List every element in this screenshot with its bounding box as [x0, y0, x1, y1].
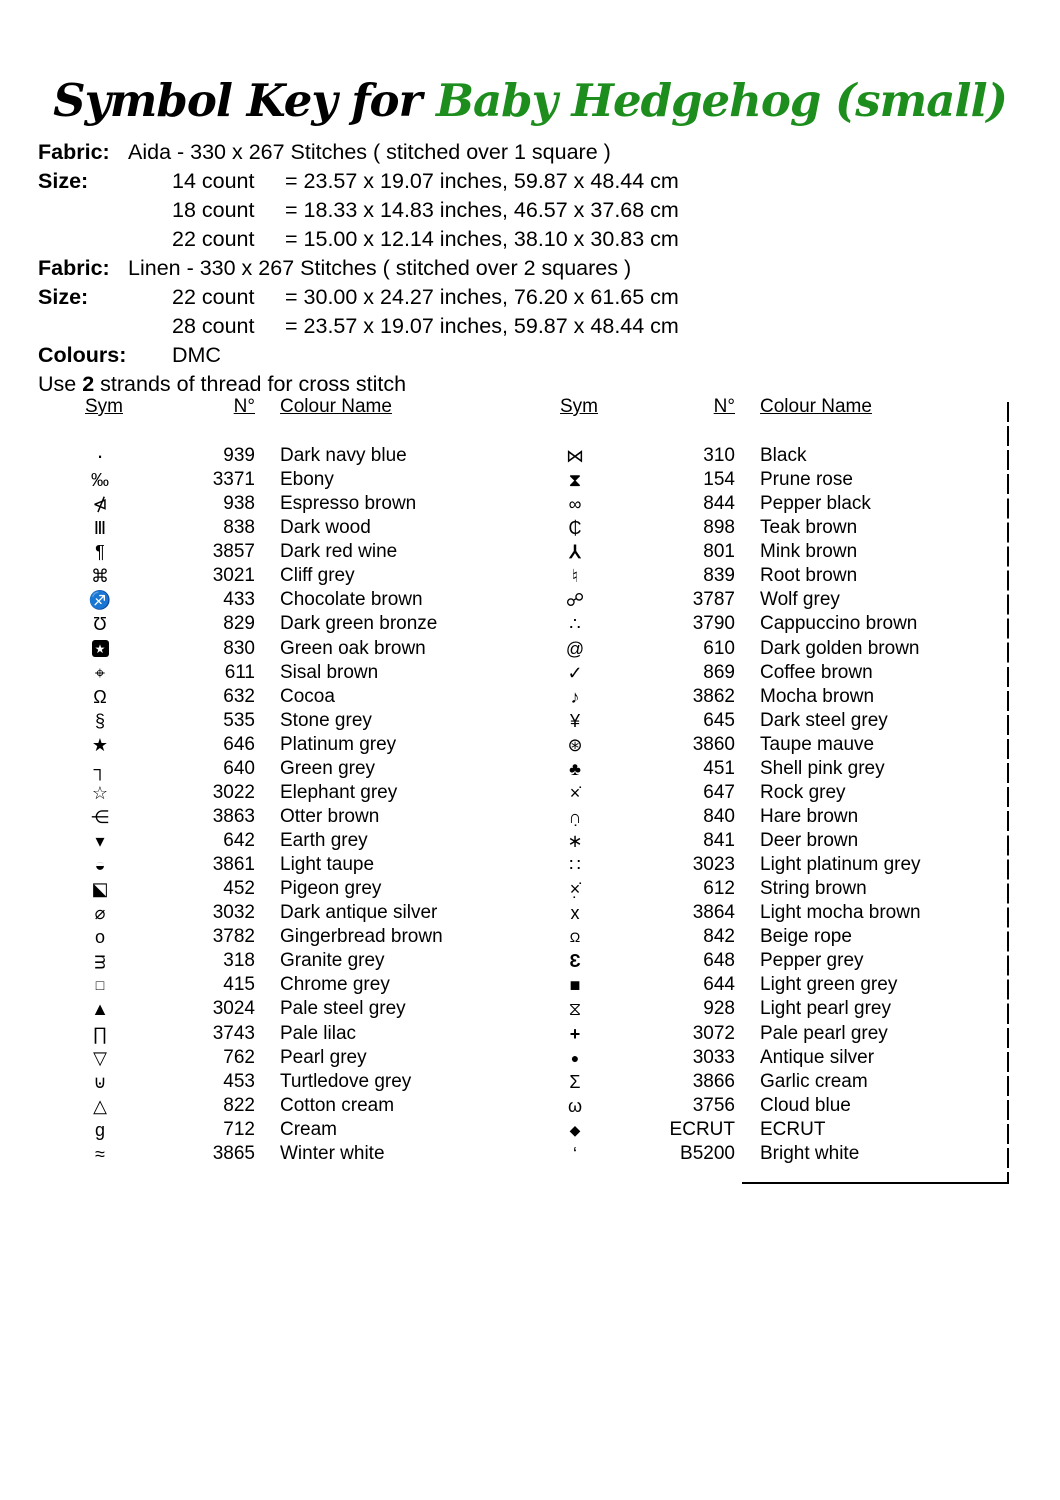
- symbol-cell: ≈: [95, 1143, 105, 1164]
- info-count: 22 count: [172, 285, 255, 309]
- info-label: Fabric:: [38, 140, 110, 164]
- strands-note-count: 2: [82, 372, 95, 396]
- colour-name-cell: Root brown: [760, 565, 858, 587]
- info-text: = 30.00 x 24.27 inches, 76.20 x 61.65 cm: [285, 285, 679, 309]
- info-text: = 23.57 x 19.07 inches, 59.87 x 48.44 cm: [285, 169, 679, 193]
- number-cell: 647: [703, 781, 735, 803]
- table-row: [60, 997, 510, 1021]
- number-cell: 642: [223, 830, 255, 852]
- symbol-cell: ⌘: [91, 566, 109, 587]
- number-cell: 3032: [212, 902, 255, 924]
- fabric-info-block: [38, 138, 679, 370]
- number-cell: 453: [223, 1070, 255, 1092]
- table-row: [550, 588, 1007, 612]
- number-cell: 611: [224, 661, 255, 683]
- number-cell: 938: [223, 493, 255, 515]
- number-cell: 3866: [692, 1070, 735, 1092]
- table-row: [60, 973, 510, 997]
- number-cell: 3862: [692, 685, 735, 707]
- table-row: [550, 1022, 1007, 1046]
- symbol-cell: ⧗: [568, 470, 582, 491]
- info-text: Linen - 330 x 267 Stitches ( stitched over 2 squares ): [128, 256, 632, 280]
- symbol-cell: o: [94, 927, 105, 948]
- symbol-cell: ⌀: [94, 903, 106, 924]
- number-cell: 3756: [692, 1094, 735, 1116]
- colour-name-cell: Teak brown: [760, 517, 858, 539]
- colour-name-cell: Rock grey: [760, 781, 846, 803]
- info-row: [38, 138, 679, 167]
- table-row: [60, 709, 510, 733]
- colour-name-cell: Espresso brown: [280, 493, 417, 515]
- colour-name-cell: Chrome grey: [280, 974, 390, 996]
- info-count: 14 count: [172, 169, 255, 193]
- colour-name-cell: Ebony: [280, 469, 334, 491]
- symbol-cell: ▾: [95, 831, 105, 852]
- symbol-cell: ‰: [91, 470, 109, 491]
- symbol-cell: ◆: [569, 1121, 581, 1138]
- symbol-cell: Ω: [93, 686, 107, 707]
- symbol-cell: ‘: [573, 1143, 577, 1164]
- colour-name-cell: Pale steel grey: [280, 998, 406, 1020]
- colour-name-cell: Granite grey: [280, 950, 385, 972]
- symbol-cell: ☍: [565, 590, 585, 611]
- table-row: [60, 540, 510, 564]
- colour-name-cell: Mocha brown: [760, 685, 875, 707]
- table-row: [60, 877, 510, 901]
- symbol-cell: ₵: [568, 518, 582, 539]
- number-cell: 154: [703, 469, 735, 491]
- strands-note-post: strands of thread for cross stitch: [94, 372, 407, 396]
- number-cell: 451: [703, 757, 735, 779]
- colour-name-cell: Dark red wine: [280, 541, 398, 563]
- table-row: [550, 685, 1007, 709]
- table-row: [550, 901, 1007, 925]
- table-row: [60, 492, 510, 516]
- symbol-cell: ┐: [93, 758, 107, 779]
- number-cell: 3743: [212, 1022, 255, 1044]
- table-row: [550, 661, 1007, 685]
- number-cell: 415: [223, 974, 255, 996]
- number-cell: 3787: [692, 589, 735, 611]
- symbol-cell: Ⅲ: [93, 518, 107, 539]
- table-row: [550, 1046, 1007, 1070]
- info-count: 22 count: [172, 227, 255, 251]
- info-row: [38, 312, 679, 341]
- table-row: [550, 516, 1007, 540]
- table-row: [550, 997, 1007, 1021]
- colour-name-cell: Otter brown: [280, 805, 380, 827]
- table-right-border-line: [1007, 402, 1009, 1182]
- symbol-cell: ¥: [569, 710, 580, 731]
- table-row: [60, 949, 510, 973]
- colour-name-cell: Light platinum grey: [760, 854, 921, 876]
- table-row: [550, 757, 1007, 781]
- number-cell: 928: [703, 998, 735, 1020]
- symbol-cell: ∏: [92, 1023, 108, 1044]
- number-cell: 310: [703, 445, 735, 467]
- number-cell: 3865: [212, 1142, 255, 1164]
- info-text: = 15.00 x 12.14 inches, 38.10 x 30.83 cm: [285, 227, 679, 251]
- table-row: [60, 564, 510, 588]
- colour-name-cell: Pigeon grey: [280, 878, 382, 900]
- symbol-cell: ♐: [88, 590, 112, 611]
- symbol-cell: △: [93, 1095, 107, 1116]
- colour-name-cell: Coffee brown: [760, 661, 873, 683]
- symbol-cell: ⋲: [91, 806, 109, 827]
- info-row: [38, 254, 679, 283]
- number-cell: B5200: [680, 1142, 735, 1164]
- colour-name-cell: Deer brown: [760, 830, 859, 852]
- table-row: [60, 1094, 510, 1118]
- header-colour-name: Colour Name: [760, 396, 872, 417]
- table-row: [60, 853, 510, 877]
- number-cell: 869: [703, 661, 735, 683]
- colour-name-cell: Pearl grey: [280, 1046, 367, 1068]
- page-title-prefix: Symbol Key for: [53, 74, 422, 127]
- symbol-cell: @: [565, 638, 585, 659]
- colour-name-cell: Taupe mauve: [760, 733, 875, 755]
- symbol-cell: ⅄: [569, 542, 581, 563]
- colour-name-cell: Stone grey: [280, 709, 372, 731]
- symbol-cell: ■: [569, 975, 581, 996]
- header-sym: Sym: [85, 396, 123, 417]
- colour-name-cell: Dark wood: [280, 517, 371, 539]
- number-cell: 762: [223, 1046, 255, 1068]
- symbol-cell: ◒: [94, 855, 106, 876]
- table-row: [550, 973, 1007, 997]
- number-cell: 648: [703, 950, 735, 972]
- colour-name-cell: Cloud blue: [760, 1094, 851, 1116]
- header-number: N°: [713, 396, 735, 417]
- table-row: [550, 733, 1007, 757]
- symbol-cell: ♮: [571, 566, 579, 587]
- colour-name-cell: Winter white: [280, 1142, 385, 1164]
- table-row: [60, 685, 510, 709]
- table-row: [60, 612, 510, 636]
- symbol-cell: g: [94, 1119, 105, 1140]
- strands-note: [38, 372, 406, 397]
- symbol-cell: ⌖: [94, 662, 106, 683]
- number-cell: 612: [703, 878, 735, 900]
- table-row: [60, 757, 510, 781]
- symbol-cell: ∷: [569, 855, 581, 876]
- page-title-subject: Baby Hedgehog (small): [435, 74, 1007, 127]
- table-header-row: [60, 396, 510, 418]
- number-cell: 844: [703, 493, 735, 515]
- symbol-cell: ᴟ: [94, 951, 106, 972]
- header-number: N°: [233, 396, 255, 417]
- table-row: [550, 829, 1007, 853]
- number-cell: 840: [703, 805, 735, 827]
- info-text: = 18.33 x 14.83 inches, 46.57 x 37.68 cm: [285, 198, 679, 222]
- number-cell: 829: [223, 613, 255, 635]
- colour-name-cell: Light mocha brown: [760, 902, 921, 924]
- symbol-cell: ⊛: [567, 734, 583, 755]
- number-cell: 3022: [212, 781, 255, 803]
- table-row: [550, 612, 1007, 636]
- info-label: Size:: [38, 169, 89, 193]
- colour-name-cell: Garlic cream: [760, 1070, 868, 1092]
- table-row: [60, 901, 510, 925]
- colour-name-cell: Cocoa: [280, 685, 335, 707]
- symbol-cell: ·: [96, 443, 104, 469]
- symbol-key-tables: [60, 396, 1010, 1206]
- colour-name-cell: Earth grey: [280, 830, 368, 852]
- number-cell: 632: [223, 685, 255, 707]
- number-cell: 3860: [692, 733, 735, 755]
- symbol-cell: ×̇: [569, 782, 581, 803]
- symbol-cell: ∞: [568, 494, 582, 515]
- symbol-cell: ⬕: [91, 879, 109, 900]
- colour-name-cell: Pepper black: [760, 493, 871, 515]
- info-row: [38, 167, 679, 196]
- number-cell: ECRUT: [669, 1118, 735, 1140]
- number-cell: 610: [703, 637, 735, 659]
- number-cell: 433: [223, 589, 255, 611]
- table-row: [60, 805, 510, 829]
- info-label: Fabric:: [38, 256, 110, 280]
- symbol-cell: ∩̣: [568, 806, 582, 827]
- symbol-cell: +: [569, 1023, 581, 1044]
- colour-name-cell: Sisal brown: [280, 661, 379, 683]
- colour-name-cell: Light pearl grey: [760, 998, 891, 1020]
- header-colour-name: Colour Name: [280, 396, 392, 417]
- table-body-right: [550, 444, 1007, 1166]
- table-row: [60, 468, 510, 492]
- symbol-cell: ▽: [93, 1047, 107, 1068]
- colour-name-cell: Gingerbread brown: [280, 926, 443, 948]
- symbol-cell: Ɛ: [569, 951, 581, 972]
- symbol-cell: ω: [567, 1095, 583, 1116]
- number-cell: 3864: [692, 902, 735, 924]
- number-cell: 839: [703, 565, 735, 587]
- table-row: [60, 1142, 510, 1166]
- table-row: [60, 588, 510, 612]
- symbol-cell: ∴: [569, 614, 581, 635]
- table-row: [60, 1022, 510, 1046]
- colour-name-cell: String brown: [760, 878, 867, 900]
- info-row: [38, 225, 679, 254]
- colour-name-cell: Dark steel grey: [760, 709, 888, 731]
- table-bottom-border-line: [742, 1182, 1009, 1184]
- number-cell: 645: [703, 709, 735, 731]
- number-cell: 646: [223, 733, 255, 755]
- header-sym: Sym: [560, 396, 598, 417]
- symbol-cell: Σ: [569, 1071, 581, 1092]
- symbol-cell: x: [570, 903, 580, 924]
- table-row: [60, 1070, 510, 1094]
- colour-name-cell: Dark green bronze: [280, 613, 438, 635]
- table-row: [550, 637, 1007, 661]
- colour-name-cell: Mink brown: [760, 541, 858, 563]
- colour-name-cell: Platinum grey: [280, 733, 397, 755]
- symbol-cell: ⋪: [92, 494, 108, 515]
- table-row: [550, 468, 1007, 492]
- info-row: [38, 341, 679, 370]
- table-header-row: [550, 396, 1007, 418]
- symbol-cell: ★: [92, 640, 109, 657]
- number-cell: 3021: [212, 565, 255, 587]
- colour-name-cell: Turtledove grey: [280, 1070, 412, 1092]
- table-row: [550, 444, 1007, 468]
- symbol-cell: ✓: [567, 662, 583, 683]
- table-row: [60, 733, 510, 757]
- number-cell: 318: [223, 950, 255, 972]
- table-row: [60, 1046, 510, 1070]
- colour-name-cell: Light green grey: [760, 974, 898, 996]
- info-label: Size:: [38, 285, 89, 309]
- symbol-cell: ♪: [570, 686, 580, 707]
- colour-name-cell: Pale lilac: [280, 1022, 357, 1044]
- table-row: [550, 1070, 1007, 1094]
- table-row: [550, 805, 1007, 829]
- table-row: [550, 492, 1007, 516]
- colour-name-cell: Cotton cream: [280, 1094, 395, 1116]
- colour-name-cell: Dark golden brown: [760, 637, 920, 659]
- info-count: DMC: [172, 343, 221, 367]
- table-row: [550, 540, 1007, 564]
- table-row: [60, 1118, 510, 1142]
- colour-name-cell: Beige rope: [760, 926, 852, 948]
- colour-name-cell: Prune rose: [760, 469, 853, 491]
- colour-name-cell: Wolf grey: [760, 589, 840, 611]
- number-cell: 640: [223, 757, 255, 779]
- number-cell: 3371: [212, 469, 255, 491]
- number-cell: 841: [703, 830, 735, 852]
- colour-name-cell: Shell pink grey: [760, 757, 885, 779]
- number-cell: 838: [223, 517, 255, 539]
- number-cell: 898: [703, 517, 735, 539]
- colour-name-cell: Elephant grey: [280, 781, 398, 803]
- colour-name-cell: Light taupe: [280, 854, 375, 876]
- table-row: [60, 516, 510, 540]
- info-row: [38, 196, 679, 225]
- colour-name-cell: Dark antique silver: [280, 902, 438, 924]
- colour-name-cell: Cliff grey: [280, 565, 355, 587]
- symbol-cell: ×̣̇: [569, 879, 581, 900]
- number-cell: 712: [223, 1118, 255, 1140]
- table-row: [60, 661, 510, 685]
- colour-name-cell: Antique silver: [760, 1046, 875, 1068]
- colour-name-cell: Cappuccino brown: [760, 613, 918, 635]
- number-cell: 452: [223, 878, 255, 900]
- number-cell: 842: [703, 926, 735, 948]
- info-label: Colours:: [38, 343, 127, 367]
- table-row: [550, 949, 1007, 973]
- number-cell: 3857: [212, 541, 255, 563]
- number-cell: 3033: [692, 1046, 735, 1068]
- number-cell: 3861: [212, 854, 255, 876]
- symbol-cell: Ω: [569, 929, 581, 946]
- symbol-cell: □: [95, 977, 105, 994]
- table-row: [60, 925, 510, 949]
- number-cell: 3072: [692, 1022, 735, 1044]
- symbol-cell: ●: [570, 1049, 580, 1066]
- colour-name-cell: Dark navy blue: [280, 445, 407, 467]
- symbol-cell: ★: [91, 734, 109, 755]
- table-row: [60, 781, 510, 805]
- number-cell: 822: [223, 1094, 255, 1116]
- table-row: [550, 709, 1007, 733]
- colour-name-cell: Green oak brown: [280, 637, 426, 659]
- table-row: [60, 829, 510, 853]
- table-body-left: [60, 444, 510, 1166]
- table-row: [60, 637, 510, 661]
- table-row: [550, 877, 1007, 901]
- number-cell: 644: [703, 974, 735, 996]
- symbol-cell: ⊍: [93, 1071, 107, 1092]
- symbol-cell: ⋈: [566, 446, 584, 467]
- info-count: 28 count: [172, 314, 255, 338]
- number-cell: 3782: [212, 926, 255, 948]
- symbol-cell: ♣: [569, 758, 581, 779]
- table-row: [550, 781, 1007, 805]
- number-cell: 3790: [692, 613, 735, 635]
- colour-name-cell: Green grey: [280, 757, 376, 779]
- symbol-cell: §: [94, 710, 105, 731]
- info-text: = 23.57 x 19.07 inches, 59.87 x 48.44 cm: [285, 314, 679, 338]
- info-count: 18 count: [172, 198, 255, 222]
- colour-name-cell: Cream: [280, 1118, 338, 1140]
- colour-name-cell: Pepper grey: [760, 950, 864, 972]
- number-cell: 3023: [692, 854, 735, 876]
- table-row: [550, 1142, 1007, 1166]
- symbol-cell: ¶: [95, 542, 105, 563]
- colour-name-cell: Hare brown: [760, 805, 859, 827]
- symbol-cell: ∗: [567, 831, 583, 852]
- table-row: [550, 564, 1007, 588]
- symbol-cell: Ʊ: [93, 614, 107, 635]
- table-row: [550, 925, 1007, 949]
- number-cell: 3024: [212, 998, 255, 1020]
- symbol-cell: ▲: [91, 999, 109, 1020]
- symbol-cell: ☆: [91, 782, 109, 803]
- symbol-cell: ⧖: [568, 999, 582, 1020]
- number-cell: 830: [223, 637, 255, 659]
- table-row: [60, 444, 510, 468]
- number-cell: 3863: [212, 805, 255, 827]
- colour-name-cell: Chocolate brown: [280, 589, 423, 611]
- number-cell: 535: [223, 709, 255, 731]
- colour-name-cell: Black: [760, 445, 807, 467]
- number-cell: 801: [703, 541, 735, 563]
- info-row: [38, 283, 679, 312]
- colour-name-cell: Pale pearl grey: [760, 1022, 888, 1044]
- table-row: [550, 1118, 1007, 1142]
- table-row: [550, 1094, 1007, 1118]
- info-text: Aida - 330 x 267 Stitches ( stitched over 1 square ): [128, 140, 611, 164]
- colour-name-cell: ECRUT: [760, 1118, 826, 1140]
- number-cell: 939: [223, 445, 255, 467]
- page-title: [0, 74, 1060, 127]
- table-row: [550, 853, 1007, 877]
- strands-note-pre: Use: [38, 372, 83, 396]
- colour-name-cell: Bright white: [760, 1142, 860, 1164]
